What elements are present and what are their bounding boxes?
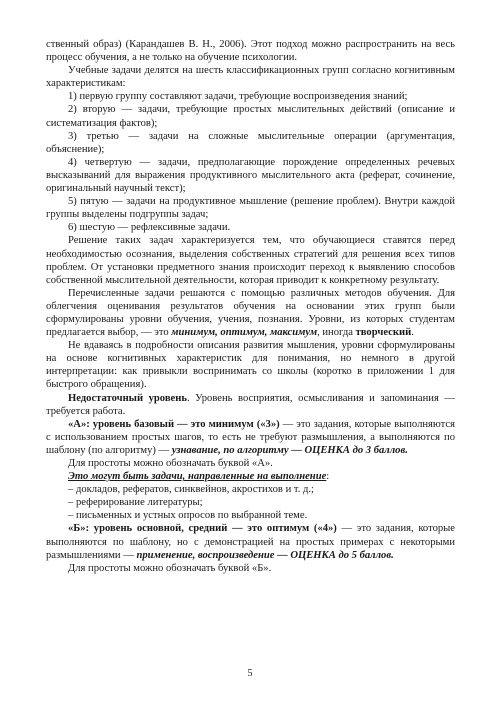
- paragraph-tasks-intro: [46, 470, 455, 483]
- document-page: [46, 38, 455, 575]
- level-a-emphasis: узнавание, по алгоритму — ОЦЕНКА до 3 баллов.: [171, 444, 408, 456]
- list-item-group-3: 3) третью — задачи на сложные мыслительные операции (аргументация, объяснение);: [46, 130, 455, 155]
- creative-level-bold: творческий: [355, 327, 412, 339]
- paragraph-level-a: [46, 418, 455, 457]
- levels-emphasis: минимум, оптимум, максимум: [171, 327, 318, 339]
- level-a-heading: «А»: уровень базовый — это минимум («3»): [68, 418, 280, 430]
- paragraph-level-b: [46, 522, 455, 561]
- list-item-group-1: 1) первую группу составляют задачи, требующие воспроизведения знаний;: [68, 91, 408, 103]
- paragraph-insufficient-level: [46, 392, 455, 418]
- paragraph-letter-b: Для простоты можно обозначать буквой «Б».: [68, 562, 272, 574]
- paragraph-thinking: Не вдаваясь в подробности описания развития мышления, уровни сформулированы на основе когнитивных характеристик для понимания, но немного в другой интерпретации: как привыкли воспринимать со школы (коротко в приложении 1 для быстрого обращения).: [46, 340, 455, 391]
- paragraph-intro-continuation: ственный образ) (Карандашев В. Н., 2006). Этот подход можно распространить на весь процесс обучения, а не только на обучение психологии.: [46, 39, 455, 64]
- paragraph-levels-text: Перечисленные задачи решаются с помощью различных методов обучения. Для облегчения оценивания результатов обучения на основании этих групп были сформулированы уровни обучения, учения, познания. Уровни, из которых студентам предлагается выбор, — это: [46, 287, 455, 339]
- list-item-group-4: 4) четвертую — задачи, предполагающие порождение определенных речевых высказываний для выражения продуктивного мыслительного акта (реферат, сочинение, оригинальный научный текст);: [46, 156, 455, 195]
- tasks-intro-emphasis: Это могут быть задачи, направленные на выполнение: [68, 471, 327, 483]
- page-number: 5: [247, 668, 253, 679]
- paragraph-letter-a: Для простоты можно обозначать буквой «А».: [68, 458, 273, 469]
- list-item-group-6: 6) шестую — рефлексивные задачи.: [68, 222, 231, 234]
- list-item-group-2: 2) вторую — задачи, требующие простых мыслительных действий (описание и систематизация фактов);: [46, 104, 455, 129]
- paragraph-levels-end: .: [411, 327, 414, 339]
- dash-item-literature: – реферирование литературы;: [68, 497, 203, 509]
- paragraph-task-groups: Учебные задачи делятся на шесть классификационных групп согласно когнитивным характеристикам:: [46, 65, 455, 90]
- paragraph-levels: [46, 287, 455, 339]
- level-a-text: — это задания, которые выполняются с использованием простых шагов, то есть не требуют размышления, а выполняются по шаблону (по алгоритму) —: [46, 418, 456, 456]
- tasks-intro-colon: :: [326, 471, 330, 483]
- dash-item-surveys: – письменных и устных опросов по выбранной теме.: [68, 510, 308, 522]
- paragraph-solution: Решение таких задач характеризуется тем, что обучающиеся ставятся перед необходимостью осознания, выделения собственных стратегий для решения всех типов проблем. От установки предметного знания происходит переход к выявлению способов собственной мыслительной деятельности, которая приводит к конкретному результату.: [46, 235, 455, 286]
- insufficient-level-heading: Недостаточный уровень: [68, 392, 187, 404]
- paragraph-levels-mid: , иногда: [317, 327, 356, 339]
- level-b-text: — это задания, которые выполняются по шаблону, но с демонстрацией на простых примерах с некоторыми размышлениями —: [46, 523, 455, 561]
- level-b-heading: «Б»: уровень основной, средний — это оптимум («4»): [68, 523, 337, 535]
- dash-item-reports: – докладов, рефератов, синквейнов, акростихов и т. д.;: [68, 484, 314, 496]
- list-item-group-5: 5) пятую — задачи на продуктивное мышление (решение проблем). Внутри каждой группы выделены подгруппы задач;: [46, 196, 455, 221]
- level-b-emphasis: применение, воспроизведение — ОЦЕНКА до 5 баллов.: [136, 549, 394, 561]
- insufficient-level-text: . Уровень восприятия, осмысливания и запоминания — требуется работа.: [46, 392, 455, 417]
